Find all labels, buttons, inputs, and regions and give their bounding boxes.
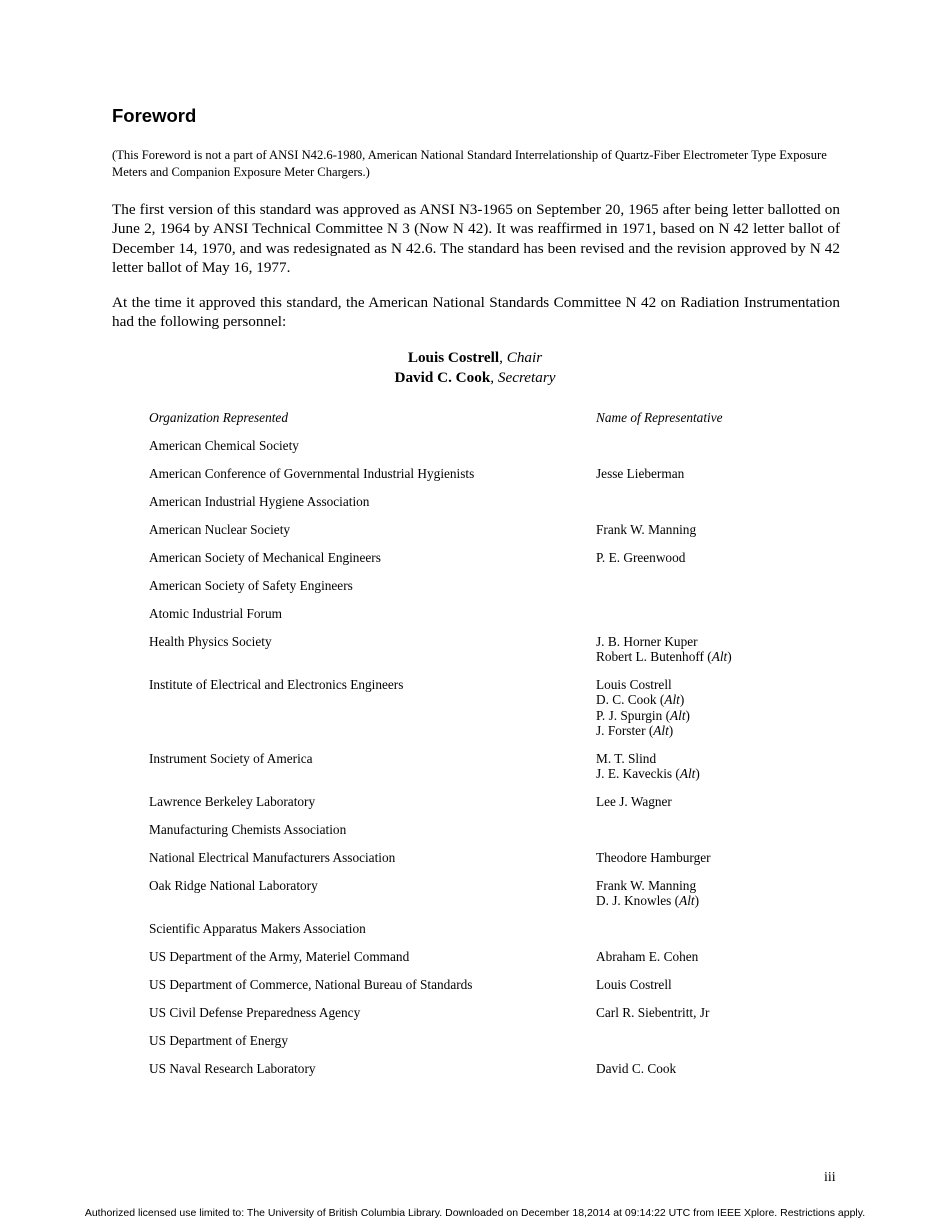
foreword-note: (This Foreword is not a part of ANSI N42.6-1980, American National Standard Interrelationship of Quartz-Fiber Electrometer Type Exposure Meters and Companion Exposure Meter Chargers.) (112, 148, 827, 179)
representative-text: D. J. Knowles ( (596, 893, 680, 909)
personnel-paragraph: At the time it approved this standard, the American National Standards Committee N 42 on Radiation Instrumentation had the following personnel: (112, 294, 840, 331)
representative-name (596, 850, 849, 865)
secretary-role: , Secretary (490, 368, 556, 386)
representatives (596, 878, 849, 908)
representatives (596, 438, 849, 453)
roster-header-row (149, 410, 849, 425)
roster-row (149, 677, 849, 738)
organization-name: US Civil Defense Preparedness Agency (149, 1005, 361, 1021)
representative-name (596, 692, 849, 707)
roster-row (149, 522, 849, 537)
representatives (596, 606, 849, 621)
organization-name: Atomic Industrial Forum (149, 606, 282, 621)
alternate-marker: Alt (679, 893, 695, 909)
roster-row (149, 878, 849, 908)
organization-name: Scientific Apparatus Makers Association (149, 921, 366, 937)
representative-name (596, 949, 849, 964)
alternate-close-paren: ) (668, 722, 674, 738)
representative-name (596, 723, 849, 738)
license-footer: Authorized licensed use limited to: The University of British Columbia Library. Downloaded on December 18,2014 at 09:14:22 UTC from IEEE Xplore. Restrictions apply. (84, 1207, 866, 1219)
organization-name: American Industrial Hygiene Association (149, 494, 370, 509)
alternate-marker: Alt (670, 707, 686, 723)
representative-name (596, 466, 849, 481)
representatives (596, 578, 849, 593)
representatives (596, 677, 849, 738)
representative-text: J. Forster ( (596, 722, 654, 738)
representatives (596, 1061, 849, 1076)
organization-name: Manufacturing Chemists Association (149, 822, 347, 838)
chair-role: , Chair (499, 349, 543, 366)
roster-row (149, 794, 849, 809)
organization-name: US Department of the Army, Materiel Command (149, 949, 410, 965)
alternate-marker: Alt (679, 766, 696, 782)
roster-row (149, 634, 849, 664)
chair-line (0, 348, 950, 368)
organization-name: US Naval Research Laboratory (149, 1061, 316, 1077)
representative-name (596, 878, 849, 893)
representative-name (596, 634, 849, 649)
committee-officers (0, 348, 950, 387)
organization-name: Health Physics Society (149, 634, 272, 649)
roster-row (149, 1061, 849, 1076)
roster-row (149, 438, 849, 453)
representative-text: Lee J. Wagner (596, 794, 672, 810)
organization-name: Instrument Society of America (149, 750, 313, 766)
representatives (596, 850, 849, 865)
representatives (596, 822, 849, 837)
representatives (596, 522, 849, 537)
representative-name (596, 766, 849, 781)
organization-name: American Conference of Governmental Industrial Hygienists (149, 466, 475, 481)
roster-row (149, 977, 849, 992)
representative-text: Abraham E. Cohen (596, 949, 699, 965)
representatives (596, 751, 849, 781)
alternate-close-paren: ) (685, 707, 690, 723)
secretary-line (0, 368, 950, 388)
representative-name (596, 1005, 849, 1020)
secretary-name: David C. Cook (394, 368, 491, 386)
representative-name (596, 794, 849, 809)
representatives (596, 1005, 849, 1020)
representatives (596, 921, 849, 936)
roster-row (149, 921, 849, 936)
roster-rows (149, 438, 849, 1076)
org-column-header: Organization Represented (149, 410, 288, 425)
representative-text: Jesse Lieberman (596, 466, 685, 481)
representative-text: Robert L. Butenhoff ( (596, 649, 712, 665)
representative-name (596, 649, 849, 664)
representative-text: David C. Cook (596, 1061, 677, 1077)
representative-text: Frank W. Manning (596, 878, 697, 894)
representative-name (596, 893, 849, 908)
representative-text: Louis Costrell (596, 677, 672, 693)
representatives (596, 794, 849, 809)
representative-text: Theodore Hamburger (596, 850, 711, 866)
chair-name: Louis Costrell (407, 349, 500, 366)
organization-name: Institute of Electrical and Electronics Engineers (149, 677, 404, 693)
alternate-marker: Alt (653, 722, 669, 738)
alternate-close-paren: ) (679, 692, 685, 708)
representative-text: P. J. Spurgin ( (596, 707, 671, 723)
history-paragraph: The first version of this standard was approved as ANSI N3-1965 on September 20, 1965 after being letter ballotted on June 2, 1964 by ANSI Technical Committee N 3 (Now N 42). It was reaffirmed in 1971, based on N 42 letter ballot of December 14, 1970, and was redesignated as N 42.6. The standard has been revised and the revision approved by N 42 letter ballot of May 16, 1977. (112, 201, 840, 276)
alternate-close-paren: ) (727, 649, 732, 665)
organization-name: National Electrical Manufacturers Association (149, 850, 396, 866)
foreword-heading: Foreword (112, 105, 197, 126)
roster-row (149, 578, 849, 593)
representatives (596, 494, 849, 509)
representative-text: Frank W. Manning (596, 522, 697, 537)
representative-name (596, 977, 849, 992)
representative-name (596, 550, 849, 565)
roster-row (149, 550, 849, 565)
representative-name (596, 677, 849, 692)
representative-name (596, 1061, 849, 1076)
roster-row (149, 822, 849, 837)
alternate-close-paren: ) (694, 893, 700, 909)
alternate-close-paren: ) (695, 766, 700, 782)
rep-column-header: Name of Representative (596, 410, 723, 425)
roster-row (149, 494, 849, 509)
representative-name (596, 522, 849, 537)
organization-name: American Society of Mechanical Engineers (149, 550, 381, 565)
representative-name (596, 751, 849, 766)
organization-name: Oak Ridge National Laboratory (149, 878, 318, 894)
representative-name (596, 708, 849, 723)
roster-row (149, 1033, 849, 1048)
representative-text: Carl R. Siebentritt, Jr (596, 1005, 710, 1021)
alternate-marker: Alt (711, 649, 728, 665)
committee-roster (149, 410, 849, 1089)
representative-text: D. C. Cook ( (596, 692, 665, 708)
representatives (596, 949, 849, 964)
organization-name: US Department of Energy (149, 1033, 288, 1049)
organization-name: Lawrence Berkeley Laboratory (149, 794, 316, 810)
representatives (596, 977, 849, 992)
representative-text: Louis Costrell (596, 977, 672, 993)
representatives (596, 550, 849, 565)
roster-row (149, 751, 849, 781)
roster-row (149, 949, 849, 964)
roster-row (149, 466, 849, 481)
roster-row (149, 1005, 849, 1020)
representative-text: J. E. Kaveckis ( (596, 766, 680, 782)
representatives (596, 1033, 849, 1048)
organization-name: American Chemical Society (149, 438, 299, 453)
organization-name: American Nuclear Society (149, 522, 291, 537)
roster-row (149, 606, 849, 621)
organization-name: American Society of Safety Engineers (149, 578, 353, 593)
representatives (596, 634, 849, 664)
roster-row (149, 850, 849, 865)
page-number: iii (824, 1170, 836, 1185)
representatives (596, 466, 849, 481)
representative-text: P. E. Greenwood (596, 550, 686, 565)
representative-text: J. B. Horner Kuper (596, 634, 698, 649)
organization-name: US Department of Commerce, National Bureau of Standards (149, 977, 473, 993)
representative-text: M. T. Slind (596, 750, 657, 766)
alternate-marker: Alt (664, 692, 680, 708)
